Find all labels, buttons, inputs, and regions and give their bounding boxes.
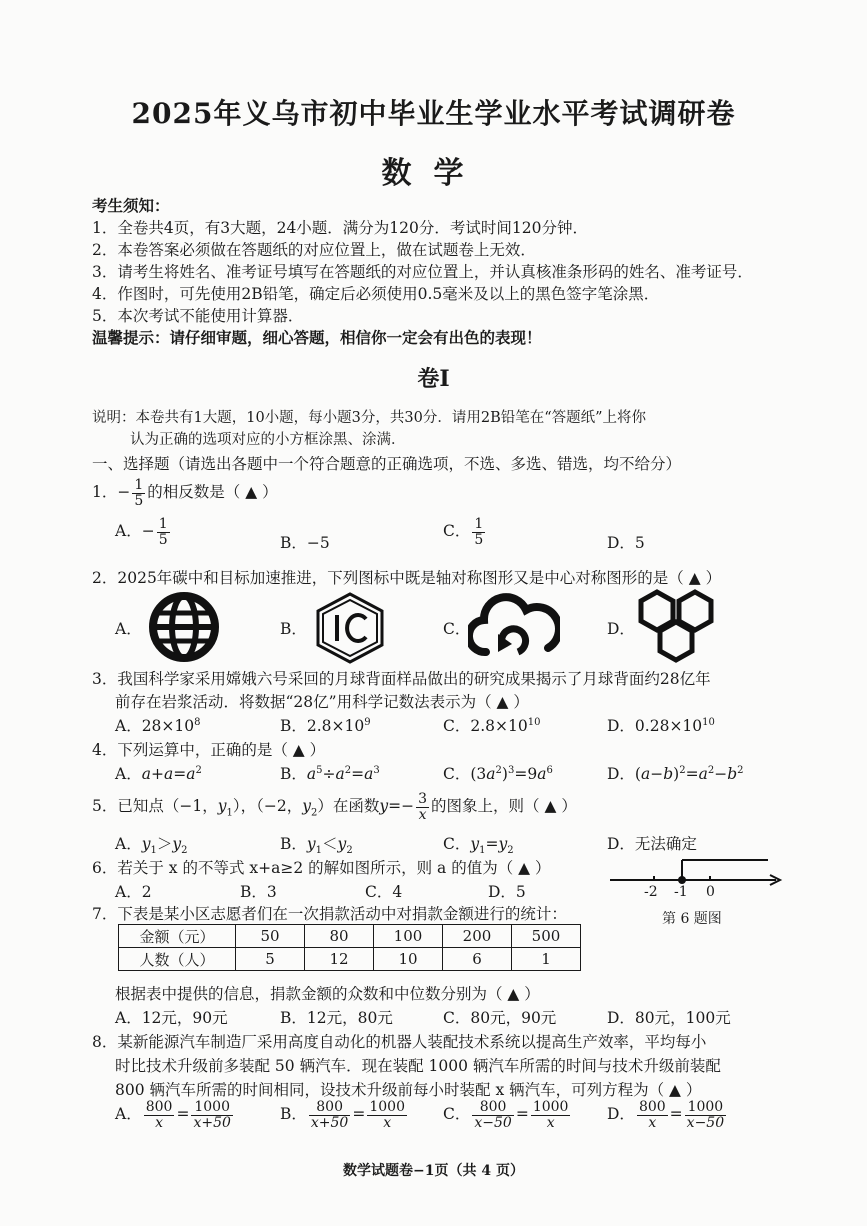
option-c[interactable]: C． $\frac{1}{5}$ xyxy=(443,516,484,548)
option-d[interactable]: D．5 xyxy=(488,883,526,901)
notice-heading: 考生须知： xyxy=(92,196,170,215)
axis-label: -1 xyxy=(674,884,688,900)
option-a[interactable]: A．$28\times 10^8$ xyxy=(115,716,201,735)
notice-item: 4．作图时，可先使用2B铅笔，确定后必须使用0.5毫米及以上的黑色签字笔涂黑． xyxy=(92,285,660,303)
table-cell: 100 xyxy=(374,925,443,948)
option-d[interactable]: D．80元，100元 xyxy=(607,1009,731,1027)
option-d[interactable]: D．5 xyxy=(607,534,645,552)
table-cell: 5 xyxy=(236,948,305,971)
table-cell: 10 xyxy=(374,948,443,971)
notice-item: 5．本次考试不能使用计算器． xyxy=(92,307,304,325)
question-8-stem: 800 辆汽车所需的时间相同，设技术升级前每小时装配 x 辆汽车，可列方程为（ ▲ ） xyxy=(115,1081,702,1099)
option-c[interactable]: C．4 xyxy=(365,883,403,901)
table-header-cell: 金额（元） xyxy=(119,925,236,948)
option-a[interactable]: A．12元，90元 xyxy=(115,1009,228,1027)
question-3-stem: 前存在岩浆活动．将数据“28亿”用科学记数法表示为（ ▲ ） xyxy=(115,693,529,711)
question-6-stem: 6．若关于 x 的不等式 x+a≥2 的解如图所示，则 a 的值为（ ▲ ） xyxy=(92,859,551,877)
figure-caption: 第 6 题图 xyxy=(662,911,722,927)
exam-title: 2025年义乌市初中毕业生学业水平考试调研卷 xyxy=(131,97,736,130)
table-row xyxy=(119,948,581,971)
option-a[interactable]: A．$y_1>y_2$ xyxy=(115,835,188,857)
option-a[interactable]: A． $\frac{800}{x}$ = $\frac{1000}{x+50}$ xyxy=(115,1099,231,1131)
notice-item: 1．全卷共4页，有3大题，24小题．满分为120分．考试时间120分钟． xyxy=(92,219,588,237)
page-footer: 数学试题卷−1页（共 4 页） xyxy=(343,1163,524,1179)
question-5-stem: 5．已知点（−1，$y_1$），（−2，$y_2$）在函数y=− $\frac{3}{x}$ 的图象上，则（ ▲ ） xyxy=(92,791,577,823)
table-cell: 12 xyxy=(305,948,374,971)
section-title: 卷Ⅰ xyxy=(417,366,450,392)
option-a[interactable]: A． xyxy=(115,620,142,638)
notice-tip: 温馨提示：请仔细审题，细心答题，相信你一定会有出色的表现！ xyxy=(92,328,542,347)
subject-title: 数学 xyxy=(381,156,486,191)
notice-item: 3．请考生将姓名、准考证号填写在答题纸的对应位置上，并认真核准条形码的姓名、准考证号． xyxy=(92,263,753,281)
three-hexagons-icon xyxy=(635,588,717,668)
part-title: 一、选择题（请选出各题中一个符合题意的正确选项，不选、多选、错选，均不给分） xyxy=(92,455,682,473)
donation-table xyxy=(118,924,581,971)
option-c[interactable]: C．$(3a^2)^3=9a^6$ xyxy=(443,764,553,783)
cloud-refresh-icon xyxy=(468,592,560,662)
question-8-stem: 时比技术升级前多装配 50 辆汽车．现在装配 1000 辆汽车所需的时间与技术升级前装配 xyxy=(115,1057,721,1075)
notice-item: 2．本卷答案必须做在答题纸的对应位置上，做在试题卷上无效． xyxy=(92,241,536,259)
option-b[interactable]: B．$a^5\div a^2=a^3$ xyxy=(280,764,380,783)
option-b[interactable]: B． $\frac{800}{x+50}$ = $\frac{1000}{x}$ xyxy=(280,1099,405,1131)
option-b[interactable]: B． xyxy=(280,620,307,638)
option-d[interactable]: D．无法确定 xyxy=(607,835,697,853)
globe-icon xyxy=(148,591,220,667)
axis-label: -2 xyxy=(644,884,658,900)
option-b[interactable]: B．$y_1<y_2$ xyxy=(280,835,353,857)
question-7-question: 根据表中提供的信息，捐款金额的众数和中位数分别为（ ▲ ） xyxy=(115,985,540,1003)
section-note: 说明：本卷共有1大题，10小题，每小题3分，共30分．请用2B铅笔在“答题纸”上将你 xyxy=(92,410,647,426)
table-header-cell: 人数（人） xyxy=(119,948,236,971)
question-4-stem: 4．下列运算中，正确的是（ ▲ ） xyxy=(92,741,326,759)
table-cell: 1 xyxy=(512,948,581,971)
option-c[interactable]: C．80元，90元 xyxy=(443,1009,557,1027)
axis-label: 0 xyxy=(706,884,715,900)
option-d[interactable]: D．$0.28\times 10^{10}$ xyxy=(607,716,715,735)
option-b[interactable]: B．12元，80元 xyxy=(280,1009,393,1027)
option-b[interactable]: B．3 xyxy=(240,883,277,901)
question-8-stem: 8．某新能源汽车制造厂采用高度自动化的机器人装配技术系统以提高生产效率，平均每小 xyxy=(92,1033,707,1051)
question-3-stem: 3．我国科学家采用嫦娥六号采回的月球背面样品做出的研究成果揭示了月球背面约28亿年 xyxy=(92,670,711,688)
table-cell: 50 xyxy=(236,925,305,948)
option-a[interactable]: A．$a+a=a^2$ xyxy=(115,764,202,783)
number-line-figure xyxy=(606,854,786,906)
option-d[interactable]: D． xyxy=(607,620,635,638)
option-b[interactable]: B．−5 xyxy=(280,534,330,552)
table-row xyxy=(119,925,581,948)
option-d[interactable]: D． $\frac{800}{x}$ = $\frac{1000}{x-50}$ xyxy=(607,1099,725,1131)
option-c[interactable]: C．$2.8\times 10^{10}$ xyxy=(443,716,541,735)
option-c[interactable]: C． xyxy=(443,620,471,638)
table-cell: 6 xyxy=(443,948,512,971)
question-1-stem: 1．− $\frac{1}{5}$ 的相反数是（ ▲ ） xyxy=(92,477,278,509)
option-d[interactable]: D．$(a-b)^2=a^2-b^2$ xyxy=(607,764,744,783)
section-note: 认为正确的选项对应的小方框涂黑、涂满． xyxy=(130,432,406,448)
option-a[interactable]: A．2 xyxy=(115,883,152,901)
option-c[interactable]: C．$y_1=y_2$ xyxy=(443,835,514,857)
carbon-hexagon-icon xyxy=(312,591,388,669)
option-a[interactable]: A．− $\frac{1}{5}$ xyxy=(115,516,168,548)
option-b[interactable]: B．$2.8\times 10^9$ xyxy=(280,716,371,735)
question-7-stem: 7．下表是某小区志愿者们在一次捐款活动中对捐款金额进行的统计： xyxy=(92,905,567,923)
table-cell: 80 xyxy=(305,925,374,948)
table-cell: 500 xyxy=(512,925,581,948)
question-2-stem: 2．2025年碳中和目标加速推进，下列图标中既是轴对称图形又是中心对称图形的是（ ▲ ） xyxy=(92,569,722,587)
option-c[interactable]: C． $\frac{800}{x-50}$ = $\frac{1000}{x}$ xyxy=(443,1099,569,1131)
table-cell: 200 xyxy=(443,925,512,948)
